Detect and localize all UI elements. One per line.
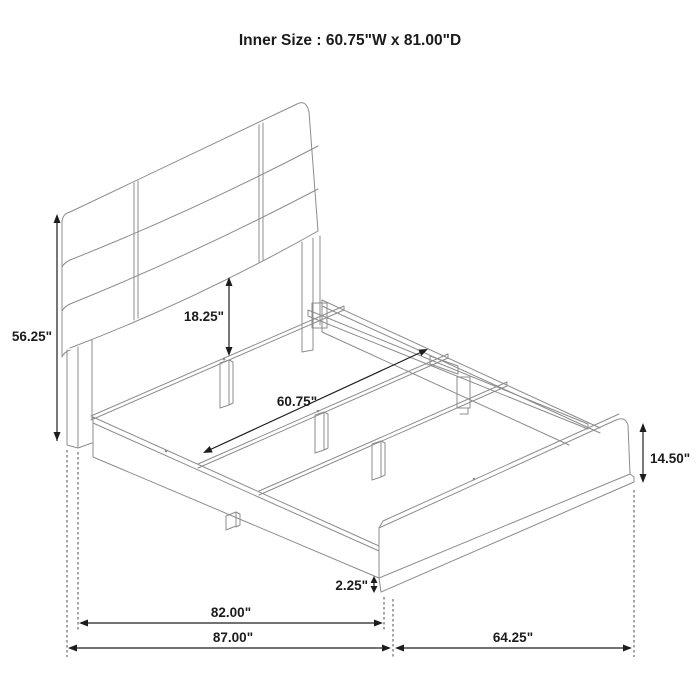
dim-overall-depth (68, 645, 391, 652)
hardware-dot (473, 478, 476, 481)
dim-label-inner-width: 60.75" (276, 394, 318, 409)
dim-label-inner-depth: 82.00" (210, 605, 252, 620)
hardware-dot (223, 358, 226, 361)
slat (198, 354, 448, 468)
dim-label-base-height: 2.25" (335, 578, 368, 593)
headboard-channel-line (70, 146, 318, 260)
dim-label-overall-depth: 87.00" (212, 630, 254, 645)
dim-footboard-width (395, 645, 632, 652)
dim-label-footboard-height: 14.50" (650, 451, 691, 466)
slat-leg (315, 412, 328, 453)
dim-base-height (371, 576, 378, 593)
slat-leg (372, 441, 385, 480)
hardware-dot (317, 410, 320, 413)
headboard-channel-line (70, 189, 318, 304)
slat-leg (220, 360, 233, 408)
bed-frame (62, 103, 634, 592)
headboard-seam (259, 123, 263, 262)
dim-headboard-height (54, 214, 61, 441)
dim-footboard-height (640, 423, 647, 483)
dim-label-footboard-width: 64.25" (492, 630, 534, 645)
headboard-seam (134, 181, 138, 320)
dim-label-headboard-height: 56.25" (11, 329, 52, 344)
diagram-title: Inner Size : 60.75"W x 81.00"D (238, 32, 462, 49)
rail-center-foot (226, 512, 240, 530)
headboard-right-leg (302, 236, 320, 352)
hardware-dot (165, 450, 168, 453)
footboard (379, 414, 634, 592)
extension-lines (67, 450, 634, 657)
front-side-rail (93, 417, 379, 578)
center-support-rail (308, 303, 588, 429)
center-rail-bracket (457, 377, 470, 414)
dim-headboard-clearance (226, 277, 233, 356)
headboard-left-leg (67, 340, 92, 448)
dim-label-headboard-clearance: 18.25" (183, 309, 224, 324)
footboard-top-band (379, 414, 619, 528)
dim-inner-depth (79, 620, 383, 627)
footboard-base (379, 474, 634, 592)
